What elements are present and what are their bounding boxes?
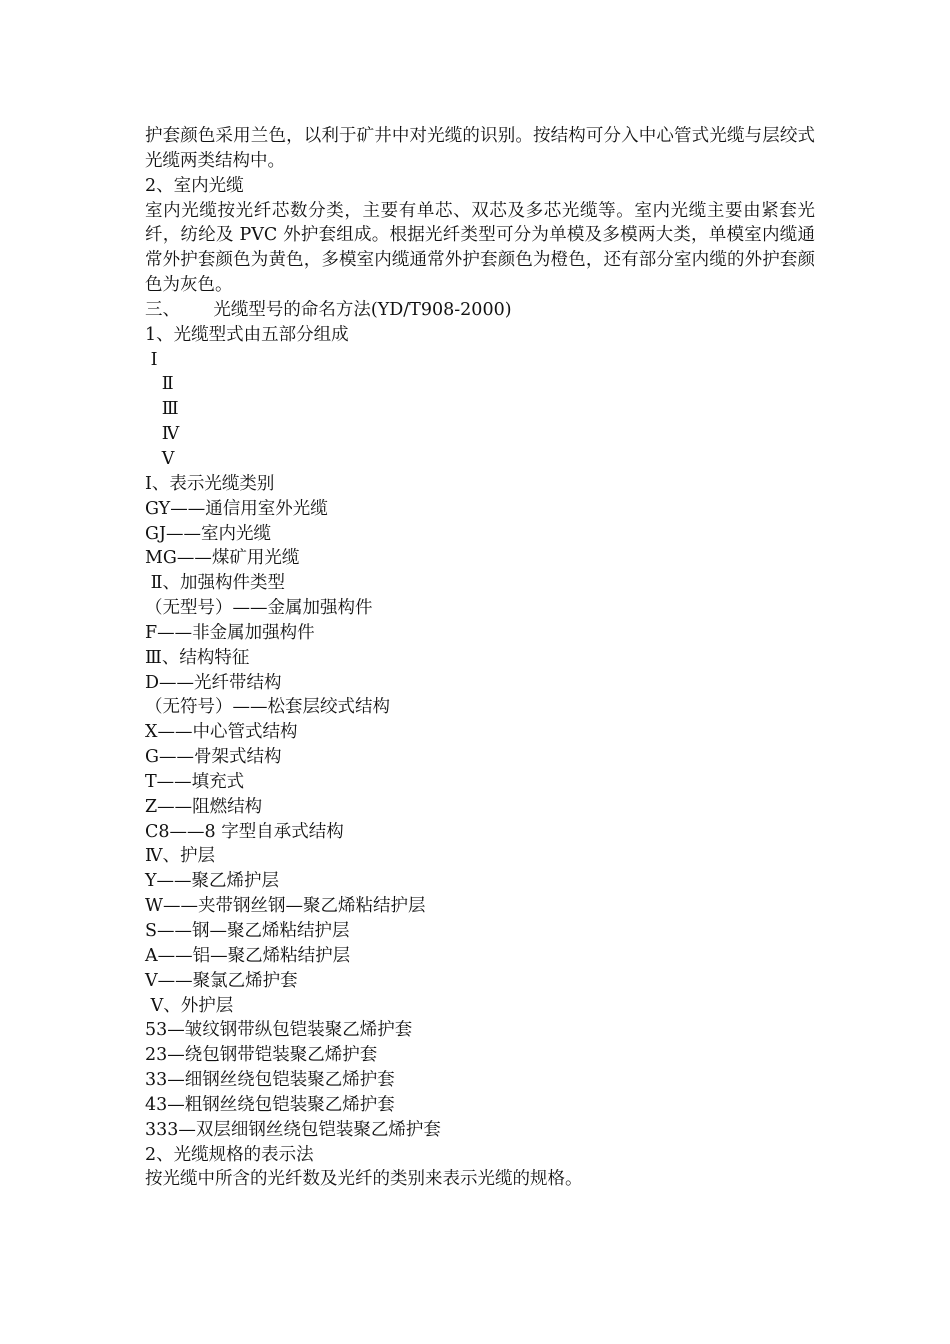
- list-item: 2、光缆规格的表示法: [145, 1144, 314, 1165]
- document-body: [145, 124, 815, 1192]
- list-item: F——非金属加强构件: [145, 622, 315, 643]
- list-item: I、表示光缆类别: [145, 473, 275, 494]
- list-item: X——中心管式结构: [145, 722, 298, 743]
- list-item: C8——8 字型自承式结构: [145, 821, 344, 842]
- item-five-parts-heading: 1、光缆型式由五部分组成: [145, 324, 349, 345]
- list-item: GY——通信用室外光缆: [145, 498, 328, 519]
- roman-part: Ⅲ: [145, 399, 179, 420]
- list-item: S——钢—聚乙烯粘结护层: [145, 921, 350, 941]
- list-item: T——填充式: [145, 771, 245, 792]
- list-item: （无符号）——松套层绞式结构: [145, 697, 390, 718]
- paragraph-sheath-color: 护套颜色采用兰色，以利于矿井中对光缆的识别。按结构可分入中心管式光缆与层绞式光缆两类结构中。: [145, 126, 815, 171]
- roman-part: Ⅴ: [145, 448, 175, 469]
- roman-part: Ⅱ: [145, 374, 174, 395]
- roman-part-list: [145, 348, 815, 472]
- list-item: A——铝—聚乙烯粘结护层: [145, 945, 351, 966]
- heading-indoor-cable: 2、室内光缆: [145, 175, 244, 196]
- code-definition-list: [145, 472, 815, 1192]
- list-item: GJ——室内光缆: [145, 523, 271, 544]
- list-item: （无型号）——金属加强构件: [145, 598, 373, 619]
- list-item: Ⅴ、外护层: [145, 995, 234, 1016]
- paragraph-indoor-cable: 室内光缆按光纤芯数分类，主要有单芯、双芯及多芯光缆等。室内光缆主要由紧套光纤，纺纶及 PVC 外护套组成。根据光纤类型可分为单模及多模两大类，单模室内缆通常外护套颜色为黄色，多模室内缆通常外护套颜色为橙色，还有部分室内缆的外护套颜色为灰色。: [145, 200, 815, 296]
- list-item: 按光缆中所含的光纤数及光纤的类别来表示光缆的规格。: [145, 1169, 583, 1190]
- list-item: Ⅳ、护层: [145, 846, 215, 867]
- list-item: V——聚氯乙烯护套: [145, 970, 298, 991]
- list-item: G——骨架式结构: [145, 747, 282, 768]
- list-item: 333—双层细钢丝绕包铠装聚乙烯护套: [145, 1119, 441, 1140]
- list-item: W——夹带钢丝钢—聚乙烯粘结护层: [145, 896, 426, 917]
- list-item: Ⅱ、加强构件类型: [145, 573, 285, 594]
- list-item: Y——聚乙烯护层: [145, 871, 280, 892]
- list-item: Z——阻燃结构: [145, 796, 263, 817]
- list-item: 33—细钢丝绕包铠装聚乙烯护套: [145, 1070, 395, 1091]
- section-naming-method-heading: 三、 光缆型号的命名方法(YD/T908-2000): [145, 299, 512, 320]
- roman-part: Ⅰ: [145, 349, 158, 370]
- list-item: MG——煤矿用光缆: [145, 548, 300, 569]
- list-item: 43—粗钢丝绕包铠装聚乙烯护套: [145, 1094, 395, 1115]
- list-item: 53—皱纹钢带纵包铠装聚乙烯护套: [145, 1020, 413, 1041]
- list-item: D——光纤带结构: [145, 672, 282, 693]
- list-item: 23—绕包钢带铠装聚乙烯护套: [145, 1045, 378, 1066]
- roman-part: Ⅳ: [145, 424, 180, 445]
- list-item: Ⅲ、结构特征: [145, 647, 250, 668]
